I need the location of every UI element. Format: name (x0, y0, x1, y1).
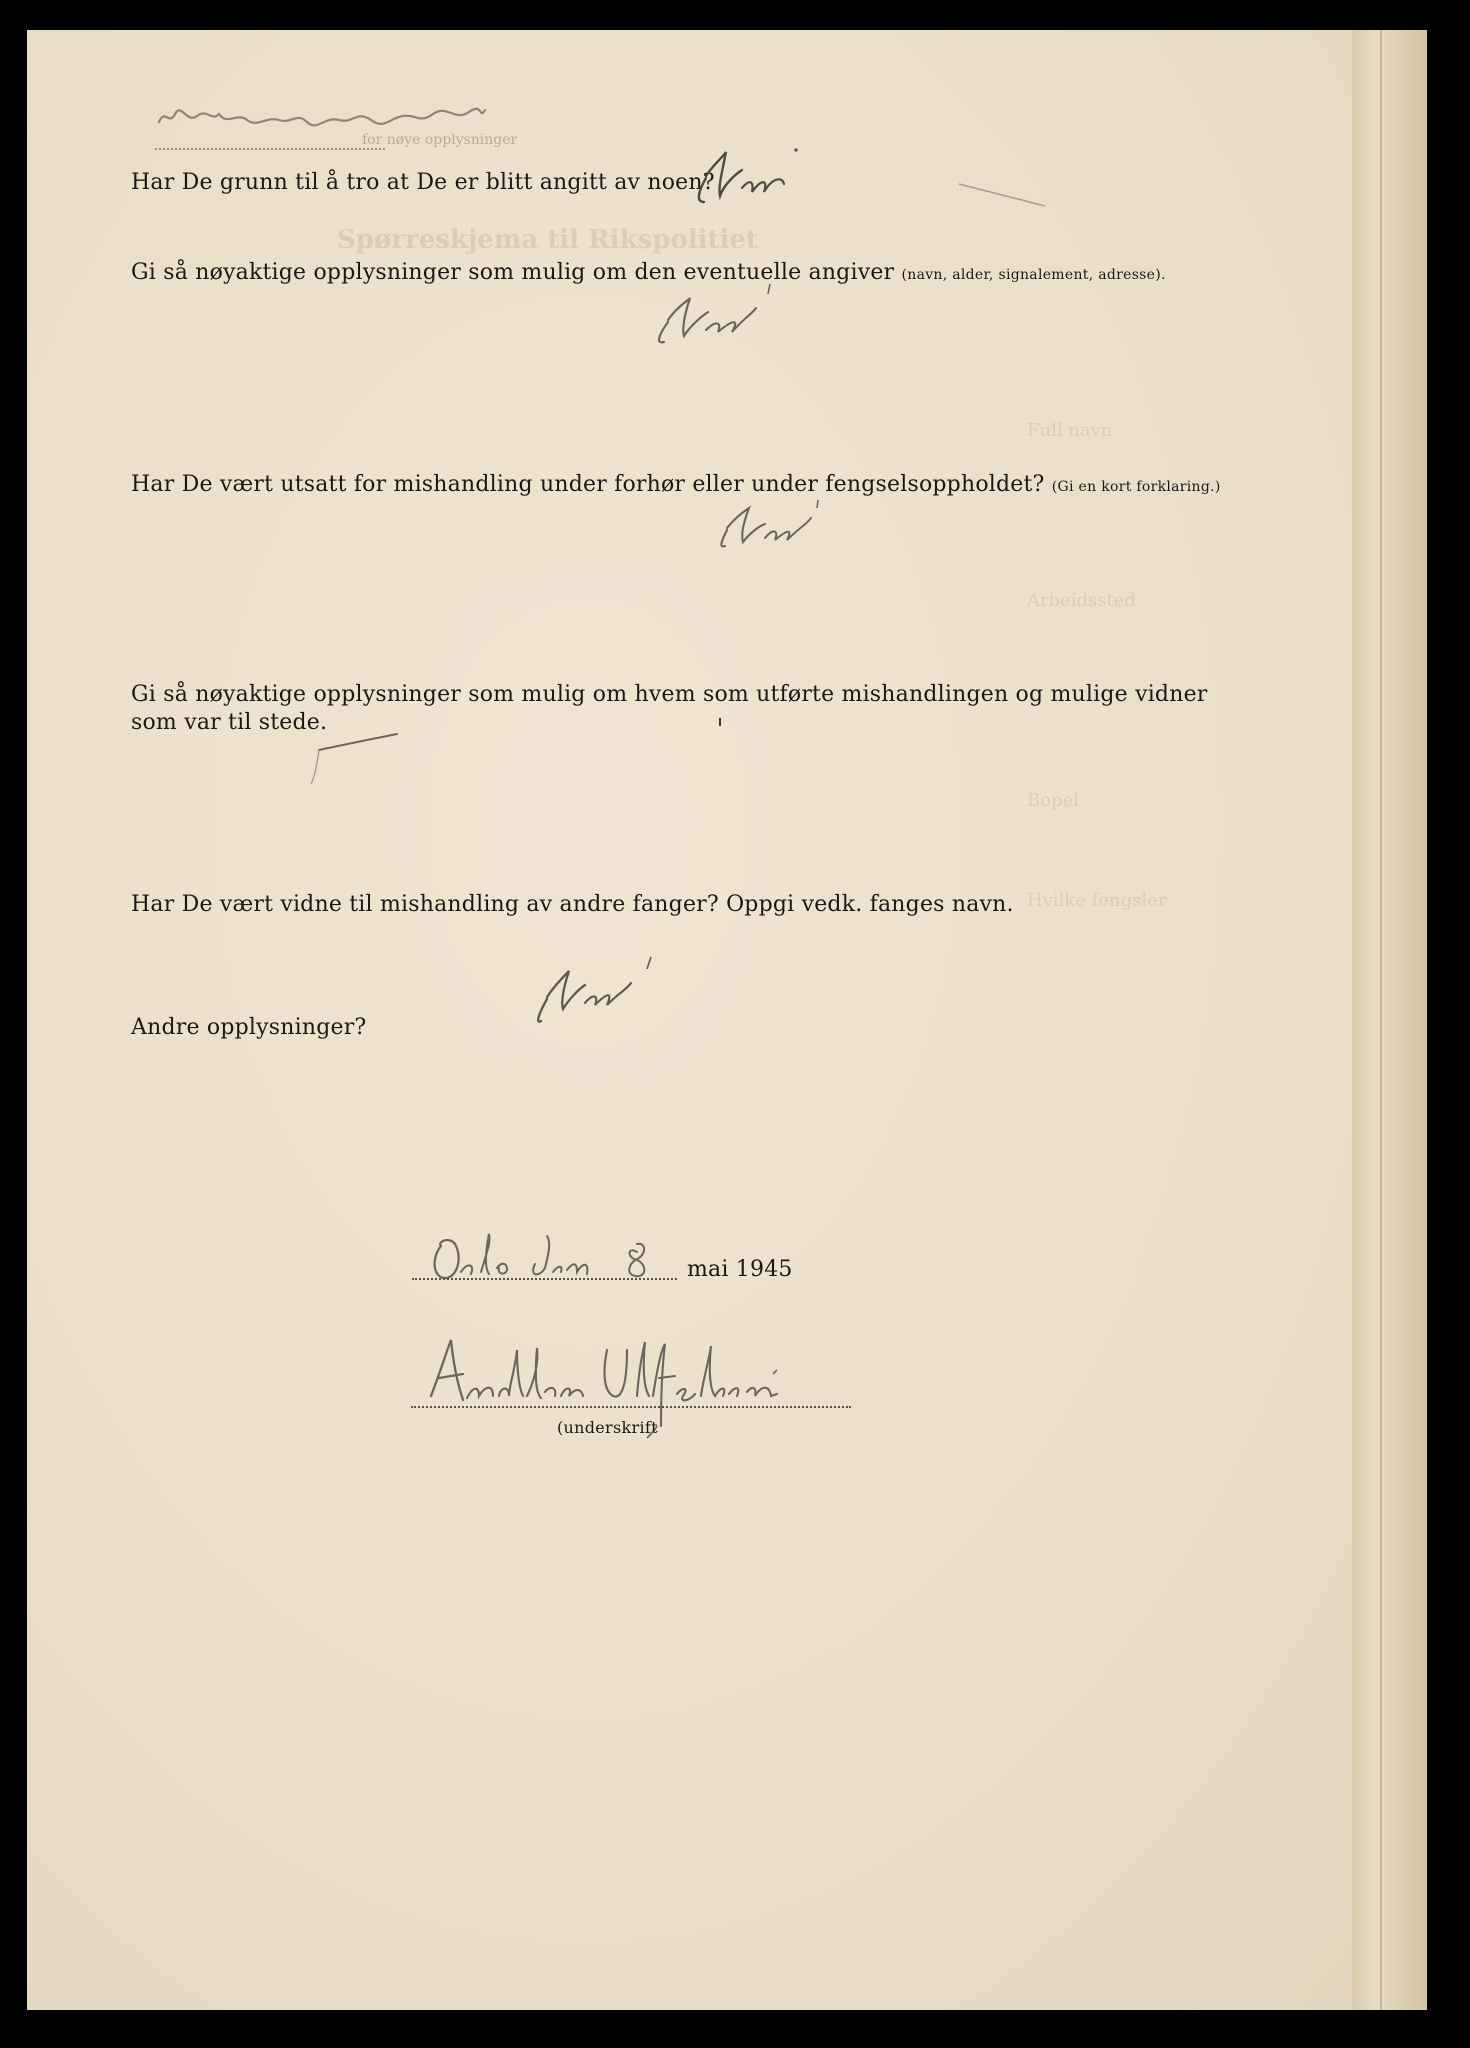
question-angiver-note: (navn, alder, signalement, adresse). (901, 267, 1166, 283)
question-vidne: Har De vært vidne til mishandling av andre fanger? Oppgi vedk. fanges navn. (131, 892, 1014, 917)
bleed-through-heading: Spørreskjema til Rikspolitiet (337, 225, 758, 255)
answer-dash-4 (307, 730, 407, 795)
signature-dotted-line (411, 1406, 851, 1408)
document-page (27, 30, 1427, 2010)
ink-dot (717, 714, 723, 732)
paper-stack-edge-line (1380, 30, 1382, 2010)
top-note-rule (155, 148, 385, 150)
bleed-through-field: Arbeidssted (1027, 590, 1136, 611)
question-andre: Andre opplysninger? (131, 1015, 367, 1040)
answer-nei-5 (533, 955, 653, 1040)
question-mishandling-text: Har De vært utsatt for mishandling under forhør eller under fengselsoppholdet? (131, 472, 1045, 497)
question-angitt: Har De grunn til å tro at De er blitt angitt av noen? (131, 170, 715, 195)
answer-nei-3 (715, 502, 825, 557)
question-mishandling (131, 472, 1221, 497)
paper-stack-edge (1352, 30, 1427, 2010)
bleed-through-field: Full navn (1027, 420, 1113, 441)
question-utforte-line2: som var til stede. (131, 710, 328, 735)
top-faint-note: for nøye opplysninger (362, 132, 518, 148)
question-angiver-text: Gi så nøyaktige opplysninger som mulig om den eventuelle angiver (131, 260, 895, 285)
printed-date-suffix: mai 1945 (687, 1257, 793, 1282)
bleed-through-field: Bopel (1027, 790, 1079, 811)
date-dotted-line (412, 1278, 677, 1280)
pencil-stroke-1 (957, 180, 1047, 215)
signature-label: (underskrift (557, 1418, 658, 1437)
handwritten-place-date (427, 1228, 667, 1293)
question-utforte-line1: Gi så nøyaktige opplysninger som mulig om hvem som utførte mishandlingen og mulige vidner (131, 682, 1208, 707)
question-angiver (131, 260, 1166, 285)
answer-nei-2 (652, 288, 772, 353)
answer-nei-1 (692, 148, 802, 213)
question-mishandling-note: (Gi en kort forklaring.) (1051, 479, 1221, 495)
top-handwritten-note (157, 102, 487, 132)
bleed-through-field: Hvilke fengsler (1027, 890, 1167, 911)
